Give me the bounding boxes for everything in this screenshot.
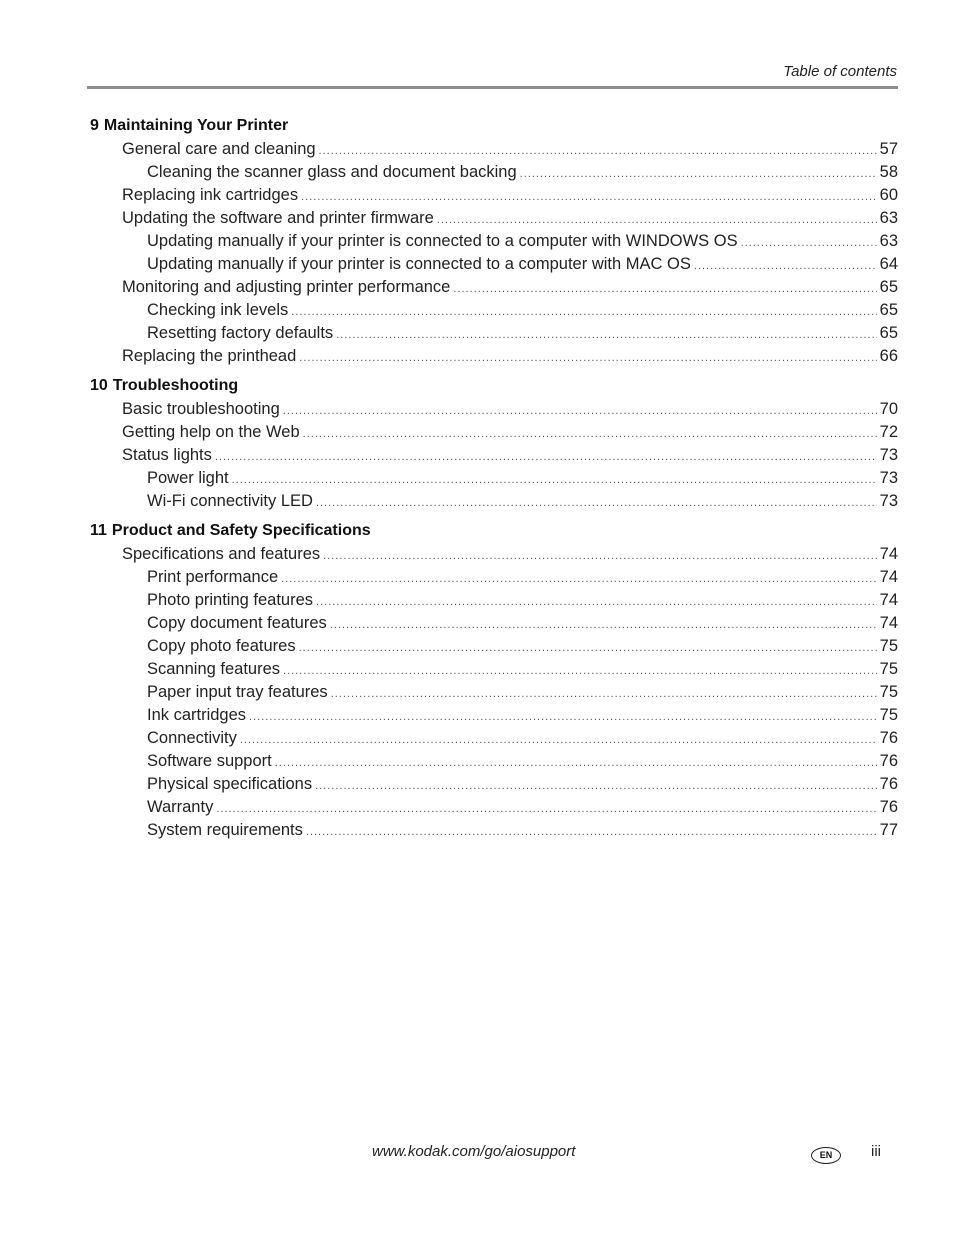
toc-entry-label: Print performance [147, 568, 279, 586]
toc-entry-page: 63 [879, 232, 898, 250]
toc-entry[interactable] [90, 727, 898, 750]
toc-entry-label: Replacing ink cartridges [122, 186, 299, 204]
toc-entry[interactable] [90, 773, 898, 796]
dot-leader [315, 775, 877, 798]
toc-entry-label: Connectivity [147, 729, 237, 747]
toc-entry[interactable] [90, 253, 898, 276]
dot-leader [520, 163, 877, 186]
toc-entry[interactable] [90, 444, 898, 467]
toc-entry[interactable] [90, 819, 898, 842]
toc-entry-label: Physical specifications [147, 775, 313, 793]
dot-leader [283, 660, 877, 683]
toc-entry[interactable] [90, 796, 898, 819]
dot-leader [215, 446, 877, 469]
toc-entry-page: 72 [879, 423, 898, 441]
dot-leader [453, 278, 876, 301]
toc-entry-label: Replacing the printhead [122, 347, 297, 365]
dot-leader [240, 729, 877, 752]
toc-entry[interactable] [90, 398, 898, 421]
dot-leader [316, 591, 877, 614]
toc-entry-page: 76 [879, 752, 898, 770]
toc-entry[interactable] [90, 635, 898, 658]
dot-leader [303, 423, 877, 446]
toc-entry-page: 75 [879, 660, 898, 678]
toc-entry-label: Copy document features [147, 614, 327, 632]
dot-leader [291, 301, 876, 324]
toc-entry-page: 65 [879, 278, 898, 296]
toc-entry-page: 58 [879, 163, 898, 181]
toc-entry[interactable] [90, 299, 898, 322]
chapter-heading [90, 374, 898, 398]
toc-entry-page: 70 [879, 400, 898, 418]
toc-entry-page: 75 [879, 683, 898, 701]
dot-leader [283, 400, 877, 423]
toc-entry-label: Updating manually if your printer is connected to a computer with WINDOWS OS [147, 232, 738, 250]
toc-entry-page: 63 [879, 209, 898, 227]
toc-entry[interactable] [90, 681, 898, 704]
toc-entry[interactable] [90, 161, 898, 184]
toc-entry[interactable] [90, 276, 898, 299]
toc-entry[interactable] [90, 467, 898, 490]
toc-entry-label: Copy photo features [147, 637, 296, 655]
dot-leader [281, 568, 877, 591]
table-of-contents [90, 114, 898, 842]
toc-entry[interactable] [90, 704, 898, 727]
toc-entry-label: Checking ink levels [147, 301, 289, 319]
footer-url: www.kodak.com/go/aiosupport [372, 1143, 576, 1160]
dot-leader [249, 706, 877, 729]
toc-entry-page: 75 [879, 706, 898, 724]
dot-leader [299, 347, 876, 370]
dot-leader [301, 186, 877, 209]
toc-entry-page: 75 [879, 637, 898, 655]
toc-entry-label: Getting help on the Web [122, 423, 300, 441]
chapter-heading [90, 114, 898, 138]
dot-leader [323, 545, 877, 568]
dot-leader [275, 752, 877, 775]
toc-entry-page: 76 [879, 729, 898, 747]
toc-entry-label: Updating manually if your printer is connected to a computer with MAC OS [147, 255, 691, 273]
toc-entry-label: Cleaning the scanner glass and document backing [147, 163, 517, 181]
toc-entry-label: Photo printing features [147, 591, 314, 609]
toc-entry-label: Power light [147, 469, 229, 487]
chapter-title: Maintaining Your Printer [103, 117, 289, 134]
toc-entry-page: 74 [879, 545, 898, 563]
toc-entry[interactable] [90, 421, 898, 444]
header-divider [87, 86, 898, 89]
toc-entry[interactable] [90, 184, 898, 207]
chapter-title: Troubleshooting [112, 377, 239, 394]
toc-entry-label: Updating the software and printer firmware [122, 209, 434, 227]
toc-entry[interactable] [90, 230, 898, 253]
toc-entry-page: 74 [879, 614, 898, 632]
toc-entry[interactable] [90, 207, 898, 230]
toc-entry-label: Ink cartridges [147, 706, 247, 724]
dot-leader [319, 140, 877, 163]
toc-entry-page: 76 [879, 775, 898, 793]
toc-entry-page: 74 [879, 591, 898, 609]
toc-entry-label: Basic troubleshooting [122, 400, 280, 418]
toc-entry[interactable] [90, 345, 898, 368]
dot-leader [330, 614, 877, 637]
toc-entry-page: 73 [879, 492, 898, 510]
toc-entry[interactable] [90, 658, 898, 681]
dot-leader [232, 469, 877, 492]
toc-entry-label: Status lights [122, 446, 212, 464]
toc-entry-page: 77 [879, 821, 898, 839]
toc-entry-label: General care and cleaning [122, 140, 316, 158]
chapter-title: Product and Safety Specifications [111, 522, 371, 539]
toc-entry-label: Monitoring and adjusting printer performance [122, 278, 451, 296]
toc-entry-page: 64 [879, 255, 898, 273]
dot-leader [216, 798, 876, 821]
toc-entry[interactable] [90, 543, 898, 566]
dot-leader [741, 232, 877, 255]
toc-entry-label: Warranty [147, 798, 214, 816]
chapter-number: 11 [90, 522, 107, 539]
page-number: iii [871, 1143, 881, 1160]
toc-entry[interactable] [90, 490, 898, 513]
toc-entry-label: Specifications and features [122, 545, 321, 563]
dot-leader [331, 683, 877, 706]
toc-entry[interactable] [90, 566, 898, 589]
dot-leader [316, 492, 877, 515]
dot-leader [437, 209, 877, 232]
toc-entry[interactable] [90, 750, 898, 773]
toc-entry-page: 65 [879, 324, 898, 342]
toc-entry-label: Software support [147, 752, 272, 770]
toc-entry-page: 73 [879, 446, 898, 464]
toc-entry-label: System requirements [147, 821, 303, 839]
toc-entry-page: 65 [879, 301, 898, 319]
toc-entry-page: 73 [879, 469, 898, 487]
toc-entry-label: Scanning features [147, 660, 281, 678]
toc-entry-page: 66 [879, 347, 898, 365]
dot-leader [336, 324, 876, 347]
running-header: Table of contents [783, 63, 897, 80]
chapter-number: 10 [90, 377, 108, 394]
chapter-number: 9 [90, 117, 99, 134]
dot-leader [306, 821, 877, 844]
toc-entry[interactable] [90, 138, 898, 161]
toc-entry[interactable] [90, 322, 898, 345]
toc-entry-page: 57 [879, 140, 898, 158]
toc-entry-page: 76 [879, 798, 898, 816]
toc-entry[interactable] [90, 589, 898, 612]
toc-entry-page: 60 [879, 186, 898, 204]
language-badge: EN [811, 1147, 841, 1164]
dot-leader [694, 255, 877, 278]
toc-entry-label: Resetting factory defaults [147, 324, 334, 342]
dot-leader [299, 637, 877, 660]
toc-entry-label: Paper input tray features [147, 683, 328, 701]
toc-entry-label: Wi-Fi connectivity LED [147, 492, 313, 510]
toc-entry[interactable] [90, 612, 898, 635]
toc-entry-page: 74 [879, 568, 898, 586]
chapter-heading [90, 519, 898, 543]
